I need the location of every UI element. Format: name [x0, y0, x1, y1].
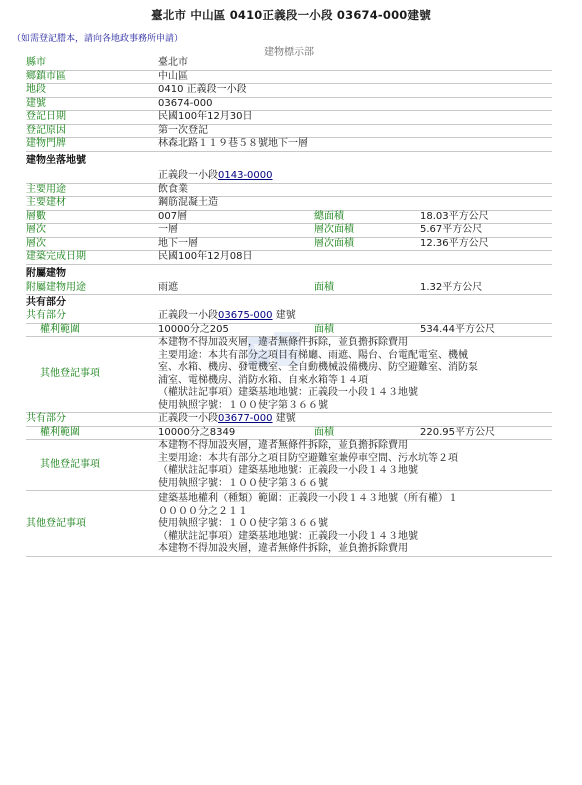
- field-label: 建物門牌: [26, 138, 66, 149]
- level-area-label: 層次面積: [314, 224, 354, 235]
- request-note: （如需登記謄本，請向各地政事務所申請）: [12, 34, 184, 44]
- field-label: 登記日期: [26, 111, 66, 122]
- other-items-label: 其他登記事項: [40, 368, 100, 380]
- other-line: ００００分之２１１: [158, 505, 248, 517]
- location-header: 建物坐落地號: [26, 154, 86, 166]
- rights-value: 10000分之205: [158, 323, 229, 335]
- field-value: 臺北市: [158, 57, 188, 68]
- section-title: 建物標示部: [264, 47, 314, 58]
- field-row: [26, 125, 552, 139]
- general-other-label: 其他登記事項: [26, 518, 86, 529]
- floors-label: 層數: [26, 210, 46, 222]
- other-line: （權狀註記事項）建築基地地號：正義段一小段１４３地號: [158, 530, 418, 542]
- common-header-row: [26, 295, 552, 310]
- other-line: 本建物不得加設夾層，違者無條件拆除，並負擔拆除費用: [158, 337, 408, 348]
- rights-row: [26, 324, 552, 338]
- other-items-block: [26, 440, 552, 491]
- other-line: （權狀註記事項）建築基地地號：正義段一小段１４３地號: [158, 465, 418, 476]
- common-row: [26, 310, 552, 324]
- other-line: 使用執照字號：１００使字第３６６號: [158, 518, 328, 529]
- field-label: 登記原因: [26, 124, 66, 136]
- total-area-label: 總面積: [314, 210, 344, 222]
- common-row: [26, 413, 552, 427]
- rights-label: 權利範圍: [40, 323, 80, 335]
- other-line: 使用執照字號：１００使字第３６６號: [158, 477, 328, 489]
- completion-label: 建築完成日期: [26, 251, 86, 262]
- level-row: [26, 238, 552, 252]
- other-items-label: 其他登記事項: [40, 458, 100, 470]
- common-label: 共有部分: [26, 310, 66, 321]
- field-row: [26, 98, 552, 112]
- material-row: [26, 197, 552, 211]
- field-value: 0410 正義段一小段: [158, 84, 247, 95]
- common-label: 共有部分: [26, 413, 66, 424]
- common-suffix: 建號: [275, 413, 296, 424]
- location-value: [158, 169, 273, 183]
- field-row: [26, 84, 552, 98]
- other-line: 本建物不得加設夾層，違者無條件拆除，並負擔拆除費用: [158, 440, 408, 451]
- level-area-label: 層次面積: [314, 237, 354, 249]
- other-items-text: [158, 337, 552, 412]
- material-label: 主要建材: [26, 197, 66, 208]
- level-label: 層次: [26, 224, 46, 235]
- field-value: 中山區: [158, 70, 188, 82]
- rights-value: 10000分之8349: [158, 426, 236, 438]
- completion-value: 民國100年12月08日: [158, 251, 253, 262]
- common-area-label: 面積: [314, 323, 334, 335]
- common-building-link[interactable]: 03677-000: [218, 413, 273, 424]
- common-value: [158, 413, 296, 426]
- field-label: 鄉鎮市區: [26, 70, 66, 82]
- field-row: [26, 138, 552, 152]
- annex-header: 附屬建物: [26, 267, 66, 279]
- other-items-block: [26, 337, 552, 413]
- completion-row: [26, 251, 552, 265]
- level-area-value: 12.36平方公尺: [420, 237, 489, 249]
- other-line: 建築基地權利（種類）範圍：正義段一小段１４３地號（所有權）１: [158, 493, 458, 504]
- common-area-value: 534.44平方公尺: [420, 323, 495, 335]
- location-header-row: [26, 152, 552, 169]
- field-value: 03674-000: [158, 97, 213, 109]
- rights-label: 權利範圍: [40, 426, 80, 438]
- common-value: [158, 310, 296, 323]
- annex-row: [26, 282, 552, 296]
- annex-area-label: 面積: [314, 281, 334, 293]
- level-area-value: 5.67平方公尺: [420, 224, 483, 235]
- location-prefix: 正義段一小段: [158, 169, 218, 181]
- common-area-label: 面積: [314, 426, 334, 438]
- other-line: 浦室、電梯機房、消防水箱、自來水箱等１４項: [158, 374, 368, 386]
- level-value: 一層: [158, 224, 178, 235]
- field-label: 縣市: [26, 57, 46, 68]
- common-building-link[interactable]: 03675-000: [218, 310, 273, 321]
- other-line: （權狀註記事項）建築基地地號：正義段一小段１４３地號: [158, 387, 418, 398]
- field-row: [26, 71, 552, 85]
- level-label: 層次: [26, 237, 46, 249]
- common-prefix: 正義段一小段: [158, 413, 218, 424]
- field-label: 地段: [26, 84, 46, 95]
- other-line: 主要用途：本共有部分之項目防空避難室兼停車空間、污水坑等２項: [158, 452, 458, 464]
- page-title: 臺北市 中山區 0410正義段一小段 03674-000建號: [151, 8, 431, 22]
- annex-area-value: 1.32平方公尺: [420, 281, 483, 293]
- floors-row: [26, 211, 552, 225]
- floors-value: 007層: [158, 210, 188, 222]
- common-suffix: 建號: [275, 310, 296, 321]
- field-value: 第一次登記: [158, 124, 208, 136]
- other-line: 本建物不得加設夾層，違者無條件拆除，並負擔拆除費用: [158, 543, 408, 554]
- common-header: 共有部分: [26, 297, 66, 308]
- usage-value: 飲食業: [158, 183, 188, 195]
- field-row: [26, 57, 552, 71]
- other-line: 室、水箱、機房、發電機室、全自動機械設備機房、防空避難室、消防泵: [158, 362, 478, 373]
- building-table: [26, 57, 552, 557]
- general-other-text: [158, 493, 552, 556]
- common-area-value: 220.95平方公尺: [420, 426, 495, 438]
- field-label: 建號: [26, 97, 46, 109]
- total-area-value: 18.03平方公尺: [420, 210, 489, 222]
- land-number-link[interactable]: 0143-0000: [218, 169, 273, 181]
- location-row: [26, 169, 552, 184]
- field-value: 林森北路１１９巷５８號地下一層: [158, 138, 308, 149]
- other-line: 使用執照字號：１００使字第３６６號: [158, 399, 328, 411]
- material-value: 鋼筋混凝土造: [158, 197, 218, 208]
- annex-label: 附屬建物用途: [26, 281, 86, 293]
- other-line: 主要用途：本共有部分之項目有梯廳、雨遮、陽台、台電配電室、機械: [158, 349, 468, 361]
- common-prefix: 正義段一小段: [158, 310, 218, 321]
- annex-value: 雨遮: [158, 281, 178, 293]
- usage-label: 主要用途: [26, 183, 66, 195]
- general-other-block: [26, 493, 552, 557]
- level-value: 地下一層: [158, 237, 198, 249]
- usage-row: [26, 184, 552, 198]
- field-value: 民國100年12月30日: [158, 111, 253, 122]
- annex-header-row: [26, 265, 552, 282]
- field-row: [26, 111, 552, 125]
- other-items-text: [158, 440, 552, 490]
- rights-row: [26, 427, 552, 441]
- level-row: [26, 224, 552, 238]
